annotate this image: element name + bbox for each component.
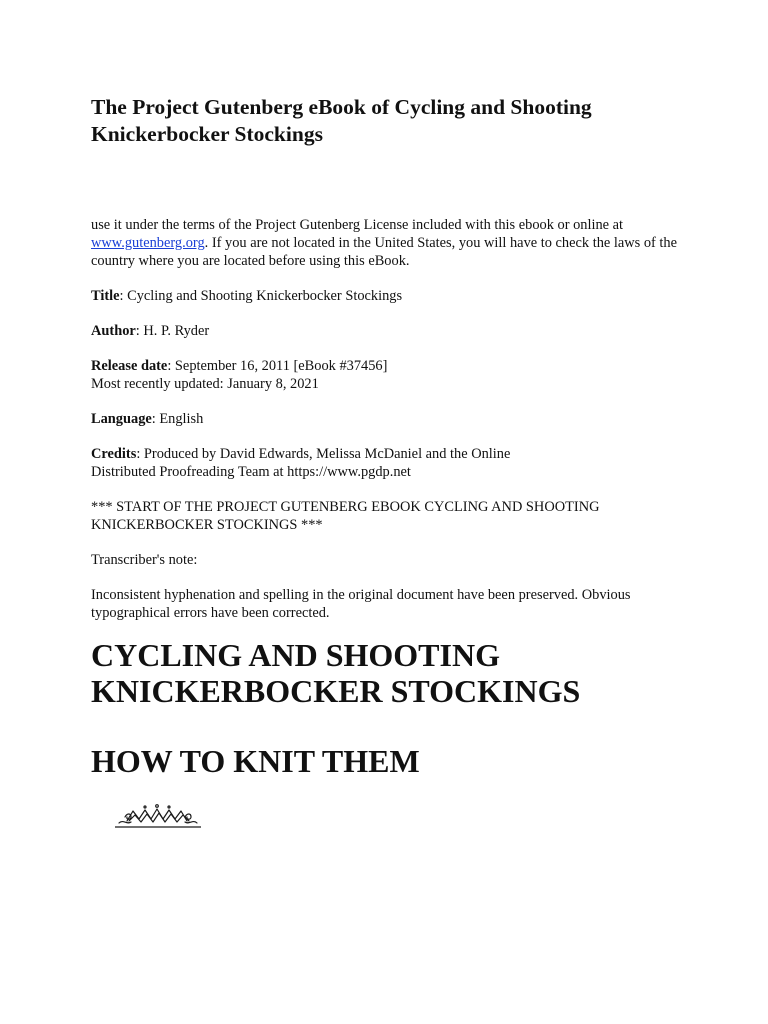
release-date-field — [91, 357, 681, 393]
transcriber-note-label: Transcriber's note: — [91, 552, 198, 568]
license-intro-text: use it under the terms of the Project Gutenberg License included with this ebook or online at — [91, 217, 624, 233]
updated-date: Most recently updated: January 8, 2021 — [91, 376, 319, 392]
author-label: Author — [91, 323, 136, 339]
credits-value-line-1: : Produced by David Edwards, Melissa McDaniel and the Online — [136, 446, 511, 462]
language-field — [91, 410, 681, 428]
author-field — [91, 322, 681, 340]
license-intro-text-continued: . If you are not located in the United States, you will have to check the laws of the country where you are located before using this eBook. — [91, 235, 678, 269]
book-heading — [91, 637, 681, 709]
ebook-start-marker — [91, 498, 681, 534]
book-subheading: HOW TO KNIT THEM — [91, 743, 420, 779]
language-value: : English — [151, 411, 204, 427]
credits-value-line-2: Distributed Proofreading Team at https://www.pgdp.net — [91, 464, 411, 480]
credits-field — [91, 445, 681, 481]
document-title — [91, 94, 681, 148]
language-label: Language — [91, 411, 152, 427]
license-intro-paragraph — [91, 216, 681, 270]
decorative-ornament-icon — [113, 801, 203, 831]
ebook-start-line-2: KNICKERBOCKER STOCKINGS *** — [91, 517, 323, 533]
document-title-line-2: Knickerbocker Stockings — [91, 122, 323, 146]
transcriber-note-text: Inconsistent hyphenation and spelling in the original document have been preserved. Obvious typographical errors have been corrected. — [91, 587, 631, 621]
book-heading-line-2: KNICKERBOCKER STOCKINGS — [91, 673, 581, 709]
author-value: : H. P. Ryder — [135, 323, 210, 339]
ebook-start-line-1: *** START OF THE PROJECT GUTENBERG EBOOK CYCLING AND SHOOTING — [91, 499, 600, 515]
gutenberg-link[interactable]: www.gutenberg.org — [91, 235, 205, 251]
title-value: : Cycling and Shooting Knickerbocker Stockings — [119, 288, 403, 304]
book-heading-line-1: CYCLING AND SHOOTING — [91, 637, 500, 673]
title-label: Title — [91, 288, 120, 304]
release-date-value: : September 16, 2011 [eBook #37456] — [167, 358, 388, 374]
document-title-line-1: The Project Gutenberg eBook of Cycling and Shooting — [91, 95, 592, 119]
credits-label: Credits — [91, 446, 137, 462]
title-field — [91, 287, 681, 305]
release-date-label: Release date — [91, 358, 168, 374]
document-page — [91, 94, 681, 831]
